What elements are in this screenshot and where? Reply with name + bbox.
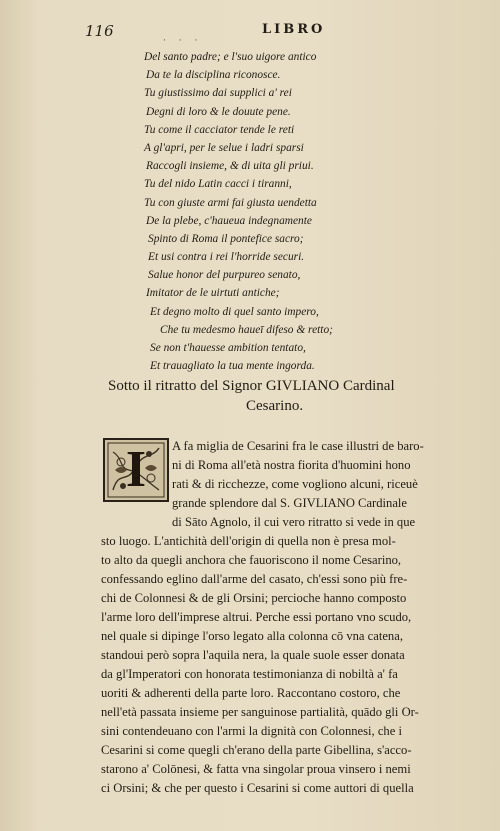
prose-line: nell'età passata insieme per sanguinose partialità, quādo gli Or- [101,705,419,719]
running-head: LIBRO [262,22,326,37]
verse-line: Salue honor del purpureo senato, [148,269,301,282]
prose-line: ni di Roma all'età nostra fiorita d'huomini hono [172,458,411,472]
verse-line: A gl'apri, per le selue i ladri sparsi [144,141,304,154]
verse-line: Se non t'hauesse ambition tentato, [150,342,306,354]
verse-line: Imitator de le uirtuti antiche; [146,287,280,300]
portrait-caption-continued: Cesarino. [246,398,304,414]
verse-line: Tu giustissimo dai supplici a' rei [144,87,292,100]
verse-line: Del santo padre; e l'suo uigore antico [144,51,317,63]
prose-line: sto luogo. L'antichità dell'origin di quella non è presa mol- [101,534,396,548]
portrait-caption: Sotto il ritratto del Signor GIVLIANO Cardinal [108,378,395,394]
verse-line: Che tu medesmo haueī difeso & retto; [160,323,333,336]
verse-line: De la plebe, c'haueua indegnamente [146,214,312,227]
prose-line: sini contendeuano con l'armi la dignità con Colonnesi, che i [101,724,402,738]
prose-line: ci Orsini; & che per questo i Cesarini si come auttori di quella [101,781,414,795]
prose-line: nel quale si dipinge l'orso legato alla colonna cō vna catena, [101,629,403,643]
poem-block [140,48,380,375]
prose-line: standoui però sopra l'aquila nera, la quale suole esser donata [101,648,405,662]
verse-line: Da te la disciplina riconosce. [146,69,281,82]
page-number: 116 [85,22,114,40]
prose-line: l'arme loro dell'imprese altrui. Perche essi portano vno scudo, [101,610,412,624]
verse-line: Degni di loro & le douute pene. [146,105,291,118]
verse-line: Raccogli insieme, & di uita gli priui. [146,160,314,173]
decorated-initial [103,438,169,502]
verse-line: Et degno molto di quel santo impero, [150,305,319,318]
prose-line: confessando eglino dall'arme del casato, ch'essi sono più fre- [101,572,408,586]
prose-line: grande splendore dal S. GIVLIANO Cardinale [172,496,408,510]
prose-line: chi de Colonnesi & de gli Orsini; percioche hanno composto [101,591,407,605]
prose-line: Cesarini si come quegli ch'erano della parte Gibellina, s'acco- [101,743,412,757]
prose-line: da gl'Imperatori con honorata testimonianza di nobiltà a' fa [101,667,398,681]
prose-line: A fa miglia de Cesarini fra le case illustri de baro- [172,439,424,453]
verse-line: Tu con giuste armi fai giusta uendetta [144,196,317,209]
prose-line: to alto da quegli anchora che fauoriscono il nome Cesarino, [101,553,402,567]
ornament-dots: · · · [163,36,203,46]
verse-line: Spinto di Roma il pontefice sacro; [148,232,304,245]
prose-line: di Sāto Agnolo, il cui vero ritratto si vede in que [172,515,416,529]
verse-line: Tu come il cacciator tende le reti [144,123,295,136]
prose-line: uoriti & adherenti della parte loro. Raccontano costoro, che [101,686,401,700]
verse-line: Et trauagliato la tua mente ingorda. [150,360,315,373]
prose-line: starono a' Colōnesi, & fatta vna singolar proua vinsero i nemi [101,762,411,776]
verse-line: Tu del nido Latin cacci i tiranni, [144,178,292,191]
verse-line: Et usi contra i rei l'horride securi. [148,251,305,264]
initial-letter: I [125,441,147,498]
prose-line: rati & di ricchezze, come vogliono alcuni, riceuè [172,477,418,491]
